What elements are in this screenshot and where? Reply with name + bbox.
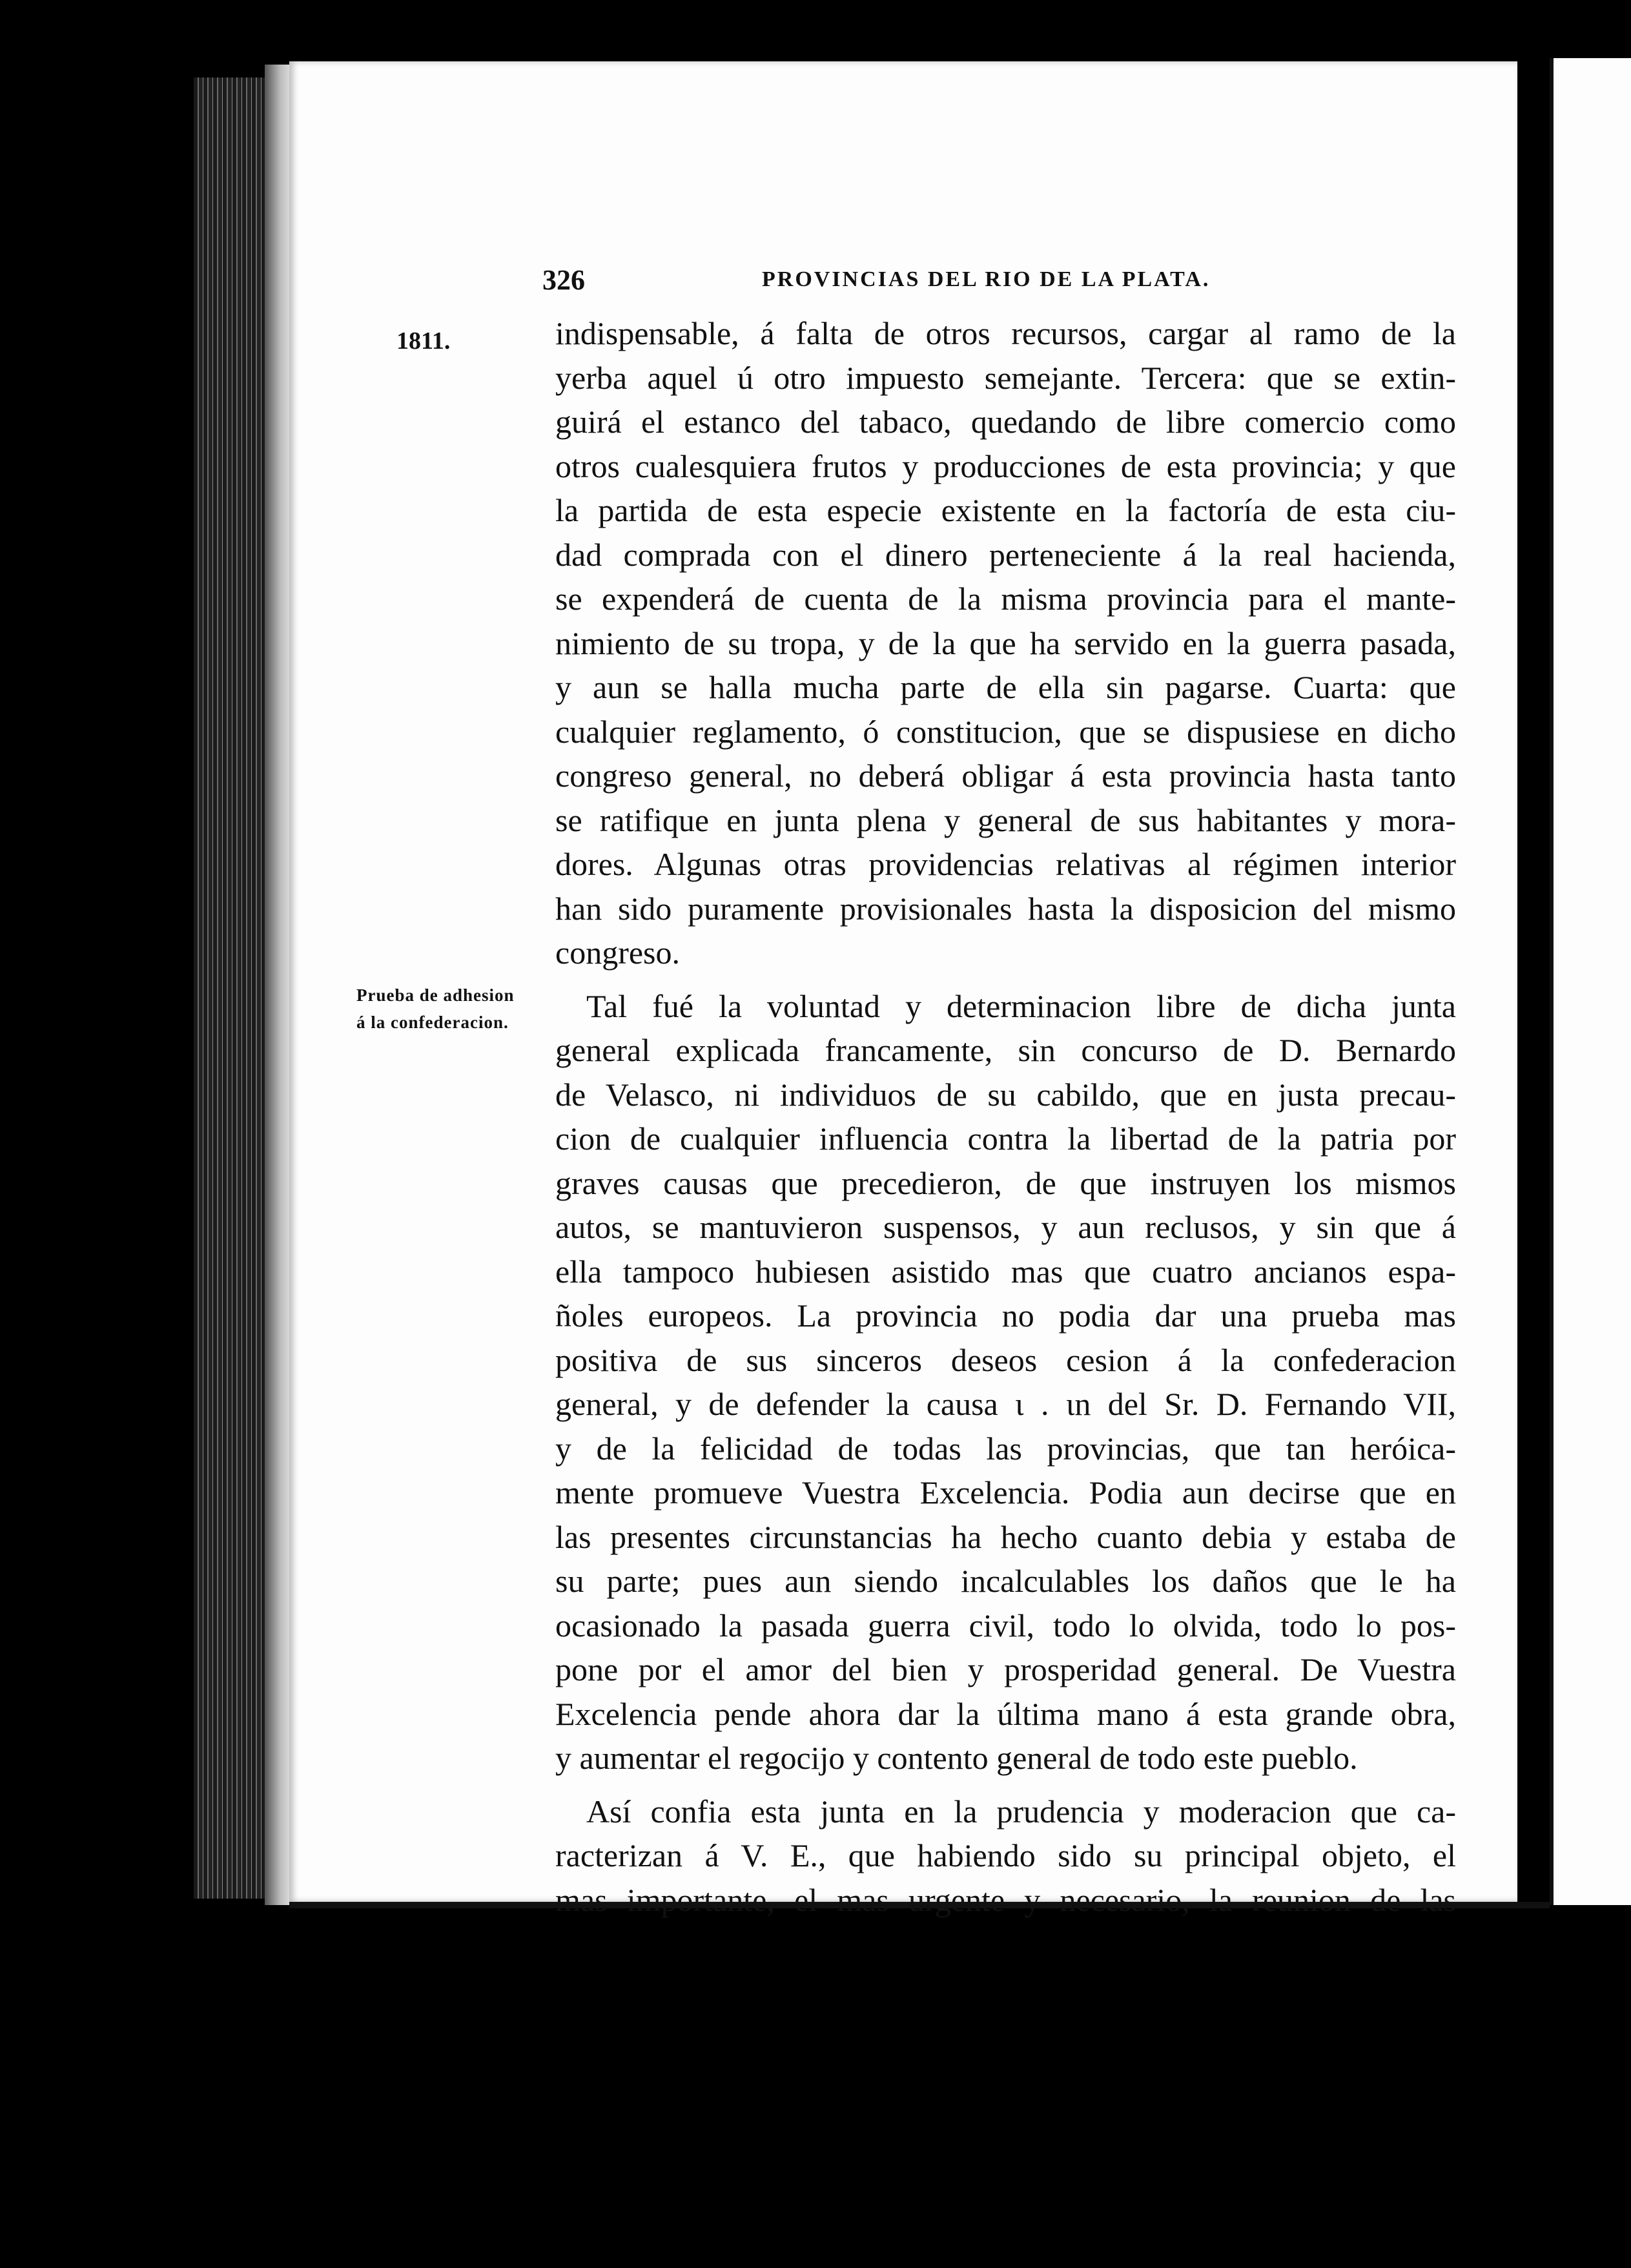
- margin-note: [356, 982, 557, 1036]
- text-line: general, y de defender la causa ι . ιn del Sr. D. Fernando VII,: [555, 1386, 1456, 1422]
- facing-page-edge: [1550, 58, 1631, 1905]
- text-line: positiva de sus sinceros deseos cesion á la confederacion: [555, 1341, 1456, 1378]
- running-head: [542, 263, 1459, 302]
- text-line: indispensable, á falta de otros recursos, cargar al ramo de la: [555, 315, 1456, 351]
- text-line: la partida de esta especie existente en la factoría de esta ciu-: [555, 492, 1456, 528]
- text-line: Tal fué la voluntad y determinacion libre de dicha junta: [586, 987, 1456, 1024]
- text-line: ñoles europeos. La provincia no podia dar una prueba mas: [555, 1297, 1456, 1334]
- text-line: autos, se mantuvieron suspensos, y aun reclusos, y sin que á: [555, 1209, 1456, 1245]
- text-line: Excelencia pende ahora dar la última mano á esta grande obra,: [555, 1695, 1456, 1732]
- text-line: graves causas que precedieron, de que instruyen los mismos: [555, 1164, 1456, 1201]
- page-gutter-shadow: [265, 65, 291, 1905]
- text-line: ella tampoco hubiesen asistido mas que cuatro ancianos espa-: [555, 1253, 1456, 1290]
- page-number: 326: [542, 264, 585, 296]
- paragraph-1: [555, 311, 1456, 975]
- text-line: mente promueve Vuestra Excelencia. Podia aun decirse que en: [555, 1474, 1456, 1510]
- text-line: guirá el estanco del tabaco, quedando de libre comercio como: [555, 404, 1456, 440]
- text-line: dad comprada con el dinero perteneciente á la real hacienda,: [555, 536, 1456, 573]
- text-line: general explicada francamente, sin concurso de D. Bernardo: [555, 1032, 1456, 1068]
- text-line: su parte; pues aun siendo incalculables los daños que le ha: [555, 1563, 1456, 1599]
- margin-note-line: á la confederacion.: [356, 1013, 509, 1032]
- text-line: de Velasco, ni individuos de su cabildo, que en justa precau-: [555, 1076, 1456, 1113]
- paragraph-3: [555, 1789, 1456, 1923]
- text-line: cion de cualquier influencia contra la libertad de la patria por: [555, 1120, 1456, 1157]
- text-line: Así confia esta junta en la prudencia y moderacion que ca-: [586, 1793, 1456, 1830]
- text-line: mas importante, el mas urgente y necesario, la reunion de las: [555, 1881, 1456, 1918]
- text-line: ocasionado la pasada guerra civil, todo lo olvida, todo lo pos-: [555, 1607, 1456, 1644]
- text-line: nimiento de su tropa, y de la que ha servido en la guerra pasada,: [555, 624, 1456, 661]
- text-line: cualquier reglamento, ó constitucion, que se dispusiese en dicho: [555, 713, 1456, 750]
- paragraph-2: [555, 984, 1456, 1780]
- text-line: yerba aquel ú otro impuesto semejante. Tercera: que se extin-: [555, 359, 1456, 396]
- text-line: y aun se halla mucha parte de ella sin pagarse. Cuarta: que: [555, 669, 1456, 705]
- text-line: y aumentar el regocijo y contento general de todo este pueblo.: [555, 1740, 1358, 1776]
- text-line: se ratifique en junta plena y general de sus habitantes y mora-: [555, 801, 1456, 838]
- text-line: congreso general, no deberá obligar á esta provincia hasta tanto: [555, 758, 1456, 794]
- text-line: dores. Algunas otras providencias relativas al régimen interior: [555, 846, 1456, 882]
- text-line: han sido puramente provisionales hasta la disposicion del mismo: [555, 890, 1456, 927]
- margin-note-line: Prueba de adhesion: [356, 985, 515, 1005]
- text-line: las presentes circunstancias ha hecho cuanto debia y estaba de: [555, 1518, 1456, 1555]
- body-text: [555, 311, 1456, 1922]
- running-title: PROVINCIAS DEL RIO DE LA PLATA.: [762, 267, 1211, 291]
- text-line: congreso.: [555, 934, 680, 971]
- text-line: se expenderá de cuenta de la misma provincia para el mante-: [555, 581, 1456, 617]
- text-line: pone por el amor del bien y prosperidad general. De Vuestra: [555, 1651, 1456, 1687]
- text-line: racterizan á V. E., que habiendo sido su principal objeto, el: [555, 1837, 1456, 1873]
- text-line: otros cualesquiera frutos y producciones de esta provincia; y que: [555, 448, 1456, 484]
- margin-year: 1811.: [396, 327, 451, 355]
- text-line: y de la felicidad de todas las provincias, que tan heróica-: [555, 1430, 1456, 1467]
